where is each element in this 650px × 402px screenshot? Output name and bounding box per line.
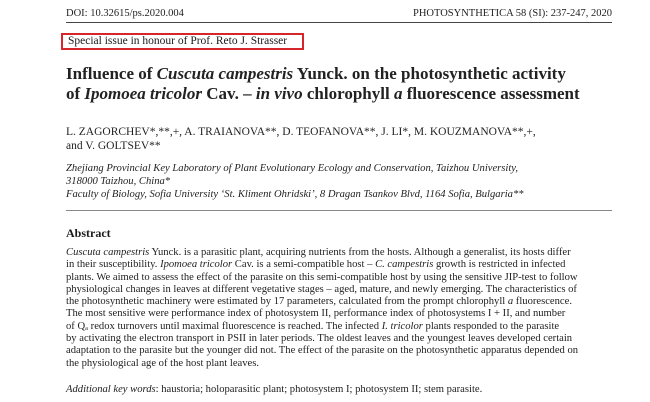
title-line-1: Influence of Cuscuta campestris Yunck. on the photosynthetic activity — [66, 64, 566, 83]
abstract-line: the physiological age of the host plant leaves. — [66, 357, 259, 369]
title-line-2: of Ipomoea tricolor Cav. – in vivo chlorophyll a fluorescence assessment — [66, 84, 580, 103]
abstract-line: in their susceptibility. Ipomoea tricolor Cav. is a semi-compatible host – C. campestris growth is restricted in infected — [66, 259, 566, 271]
abstract-line: The most sensitive were performance index of photosystem II, performance index of photosystems I + II, and number — [66, 308, 566, 320]
authors-line-1: L. ZAGORCHEV*,**,+, A. TRAIANOVA**, D. TEOFANOVA**, J. LI*, M. KOUZMANOVA**,+, — [66, 126, 536, 138]
abstract-text — [66, 247, 612, 370]
doi-text[interactable]: DOI: 10.32615/ps.2020.004 — [66, 8, 184, 19]
keywords-text: : haustoria; holoparasitic plant; photosystem I; photosystem II; stem parasite. — [155, 384, 483, 395]
keywords — [66, 384, 612, 396]
abstract-line: of Qₐ redox turnovers until maximal fluorescence is reached. The infected I. tricolor plants responded to the parasite — [66, 320, 560, 332]
abstract-line: Cuscuta campestris Yunck. is a parasitic plant, acquiring nutrients from the hosts. Although a generalist, its hosts differ — [66, 247, 571, 258]
abstract-heading: Abstract — [66, 226, 111, 240]
journal-citation: PHOTOSYNTHETICA 58 (SI): 237-247, 2020 — [412, 8, 612, 19]
keywords-label: Additional key words — [66, 384, 156, 395]
article-title — [66, 64, 606, 104]
abstract-line: physiological changes in leaves at different vegetative stages – aged, mature, and newly emerging. The characteristics of — [66, 283, 577, 295]
abstract-line: adaptation to the parasite but the younger did not. The effect of the parasite on the photosynthetic apparatus depended on — [66, 345, 579, 357]
special-issue-text: Special issue in honour of Prof. Reto J. Strasser — [68, 35, 288, 47]
running-header — [66, 8, 612, 20]
affiliations — [66, 162, 612, 201]
authors-line-2: and V. GOLTSEV** — [66, 140, 161, 152]
affiliation-line-1: Zhejiang Provincial Key Laboratory of Plant Evolutionary Ecology and Conservation, Taizhou University, — [66, 163, 519, 174]
section-rule — [66, 210, 612, 211]
special-issue-note — [61, 33, 304, 50]
header-rule — [66, 22, 612, 23]
affiliation-line-3: Faculty of Biology, Sofia University ‘St. Kliment Ohridski’, 8 Dragan Tsankov Blvd, 1164 Sofia, Bulgaria** — [66, 189, 524, 200]
abstract-line: by activating the electron transport in PSII in later periods. The oldest leaves and the youngest leaves developed certain — [66, 333, 573, 345]
affiliation-line-2: 318000 Taizhou, China* — [66, 176, 171, 187]
abstract-line: the photosynthetic machinery were estimated by 17 parameters, calculated from the prompt chlorophyll a fluorescence. — [66, 296, 572, 308]
author-list — [66, 125, 612, 153]
abstract-line: plants. We aimed to assess the effect of the parasite on this semi-compatible host by using the sensitive JIP-test to follow — [66, 271, 578, 283]
